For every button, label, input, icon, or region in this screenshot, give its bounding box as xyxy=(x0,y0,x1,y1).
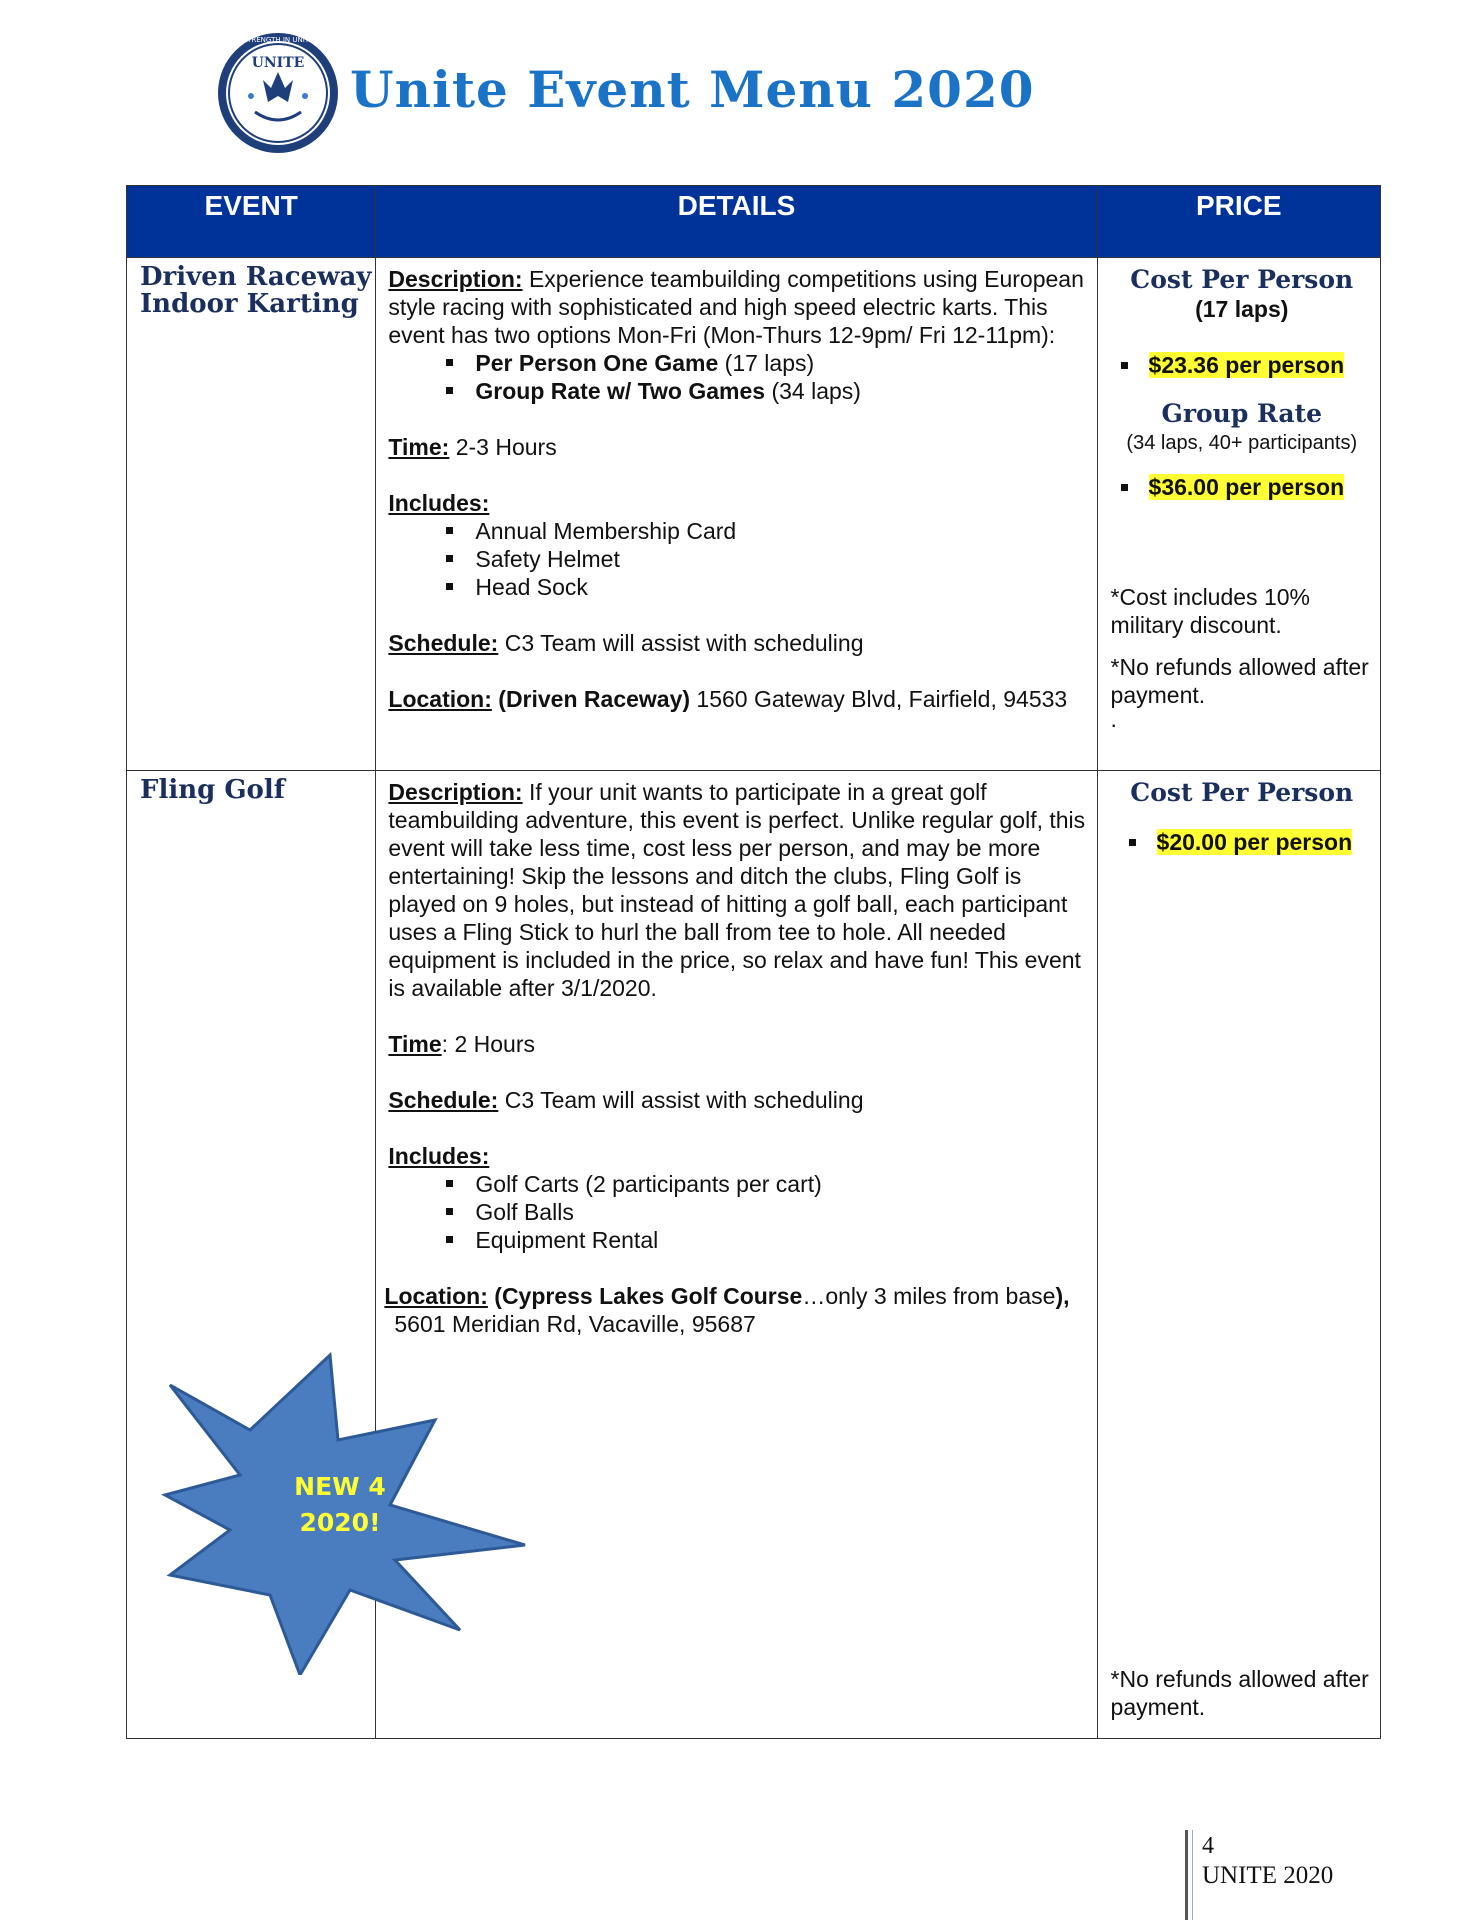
footer-divider xyxy=(1185,1830,1193,1920)
price-cell xyxy=(1097,771,1380,1739)
description: Description: If your unit wants to participate in a great golf teambuilding adventure, this event is perfect. Unlike regular golf, this event will take less time, cost less per person, and may be more entertaining! Skip the lessons and ditch the clubs, Fling Golf is played on 9 holes, but instead of hitting a golf ball, each participant uses a Fling Stick to hurl the ball from tee to hole. All needed equipment is included in the price, so relax and have fun! This event is available after 3/1/2020. xyxy=(388,779,1086,1001)
table-header-row xyxy=(127,186,1381,258)
time: Time: 2-3 Hours xyxy=(388,434,557,460)
group-rate-amount: $36.00 per person xyxy=(1121,473,1373,501)
price-heading: Cost Per Person xyxy=(1130,265,1354,294)
new-badge-starburst xyxy=(160,1345,530,1675)
location: Location: (Driven Raceway) 1560 Gateway Blvd, Fairfield, 94533 xyxy=(388,686,1068,712)
list-item: Golf Balls xyxy=(446,1198,1091,1226)
event-cell xyxy=(127,258,376,771)
unite-logo xyxy=(215,20,341,166)
includes-label: Includes: xyxy=(388,490,490,516)
list-item: Equipment Rental xyxy=(446,1226,1091,1254)
details-cell xyxy=(376,258,1097,771)
column-header-details: DETAILS xyxy=(376,186,1097,258)
address: 5601 Meridian Rd, Vacaville, 95687 xyxy=(394,1311,756,1337)
price-amount: $20.00 per person xyxy=(1129,828,1373,856)
dot-text: . xyxy=(1110,706,1117,732)
price-heading: Cost Per Person xyxy=(1130,778,1354,807)
includes-list xyxy=(388,1170,1091,1254)
list-item: Head Sock xyxy=(446,573,1091,601)
refund-note: *No refunds allowed after payment. xyxy=(1110,1666,1369,1720)
includes-label: Includes: xyxy=(388,1143,490,1169)
badge-line-2: 2020! xyxy=(299,1508,381,1537)
schedule: Schedule: C3 Team will assist with scheduling xyxy=(388,1087,864,1113)
time: Time: 2 Hours xyxy=(388,1031,535,1057)
location: Location: (Cypress Lakes Golf Course…only 3 miles from base), xyxy=(384,1283,1070,1309)
event-name: Fling Golf xyxy=(140,775,285,805)
list-item: Golf Carts (2 participants per cart) xyxy=(446,1170,1091,1198)
logo-top-text: STRENGTH IN UNITY xyxy=(242,36,314,44)
list-item: Annual Membership Card xyxy=(446,517,1091,545)
description: Description: Experience teambuilding competitions using European style racing with sophisticated and high speed electric karts. This event has two options Mon-Fri (Mon-Thurs 12-9pm/ Fri 12-11pm): xyxy=(388,266,1084,348)
price-subheading: (17 laps) xyxy=(1195,296,1289,322)
discount-note: *Cost includes 10% military discount. xyxy=(1110,584,1310,638)
page-title: Unite Event Menu 2020 xyxy=(350,60,1035,119)
column-header-event: EVENT xyxy=(127,186,376,258)
page-number: 4 xyxy=(1202,1833,1214,1859)
logo-center-text: UNITE xyxy=(251,55,305,71)
options-list xyxy=(388,349,1091,405)
schedule: Schedule: C3 Team will assist with scheduling xyxy=(388,630,864,656)
includes-list xyxy=(388,517,1091,601)
group-rate-subheading: (34 laps, 40+ participants) xyxy=(1126,432,1358,454)
list-item: Group Rate w/ Two Games (34 laps) xyxy=(446,377,1091,405)
badge-line-1: NEW 4 xyxy=(294,1472,386,1501)
table-row xyxy=(127,258,1381,771)
refund-note: *No refunds allowed after payment. xyxy=(1110,654,1369,708)
footer-name: UNITE 2020 xyxy=(1202,1862,1334,1889)
group-rate-heading: Group Rate xyxy=(1161,399,1323,428)
event-name: Driven Raceway Indoor Karting xyxy=(140,262,372,319)
price-amount: $23.36 per person xyxy=(1121,351,1373,379)
list-item: Per Person One Game (17 laps) xyxy=(446,349,1091,377)
column-header-price: PRICE xyxy=(1097,186,1380,258)
list-item: Safety Helmet xyxy=(446,545,1091,573)
price-cell xyxy=(1097,258,1380,771)
